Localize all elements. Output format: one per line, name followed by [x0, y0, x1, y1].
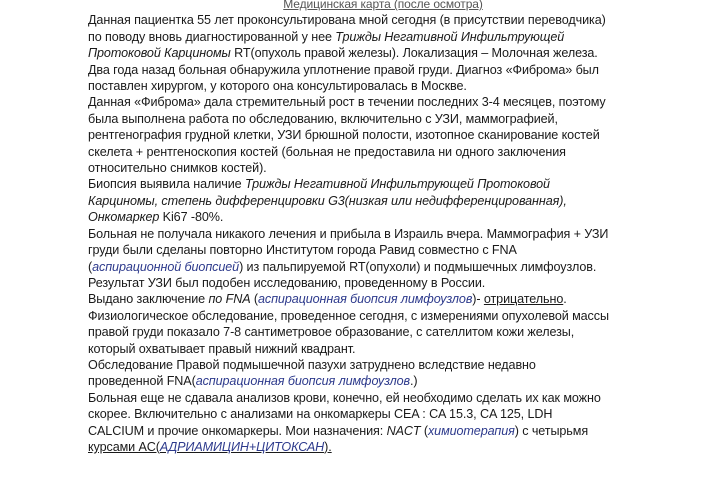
text-line: который охватывает правый нижний квадрант.	[88, 341, 356, 356]
text-span: .)	[409, 374, 418, 389]
translation-note: аспирационная биопсия лимфоузлов	[258, 292, 473, 307]
paragraph-diagnosis	[88, 12, 678, 94]
text-line	[88, 423, 678, 439]
text-line: относительно снимков костей).	[88, 161, 267, 176]
paragraph-examination	[88, 94, 678, 176]
text-line: Данная пациентка 55 лет проконсультирована мной сегодня (в присутствии переводчика)	[88, 13, 606, 28]
text-line: Больная еще не сдавала анализов крови, конечно, ей необходимо сделать их как можно	[88, 390, 601, 405]
paragraph-plan	[88, 390, 678, 456]
text-line	[88, 45, 678, 61]
text-line: груди были сделаны повторно Институтом города Равид совместно с FNA	[88, 243, 517, 258]
text-line: Карциномы, степень дифференцировки G3(низкая или недифференцированная),	[88, 193, 567, 208]
text-span: RT(опухоль правой железы). Локализация – Молочная железа.	[230, 46, 598, 61]
text-line	[88, 209, 678, 225]
text-span: .	[563, 292, 567, 307]
text-line	[88, 373, 678, 389]
paragraph-israel	[88, 226, 678, 357]
text-line: была выполнена работа по обследованию, включительно с УЗИ, маммографией,	[88, 111, 558, 126]
diagnosis-term: по FNA	[208, 292, 251, 307]
text-line: Данная «Фиброма» дала стремительный рост в течении последних 3-4 месяцев, поэтому	[88, 95, 606, 110]
translation-note: аспирационная биопсия лимфоузлов	[195, 374, 410, 389]
text-span: Ki67 -80%.	[159, 210, 224, 225]
text-line	[88, 259, 678, 275]
text-span: ) с четырьмя	[514, 423, 589, 438]
text-line	[88, 291, 678, 307]
result-negative: отрицательно	[483, 292, 564, 307]
text-span: ).	[324, 439, 332, 454]
diagnosis-term: Трижды Негативной Инфильтрующей	[335, 29, 565, 44]
text-span: по поводу вновь диагностированной у нее	[88, 29, 336, 44]
text-span: ) из пальпируемой RT(опухоли) и подмышечных лимфоузлов.	[239, 259, 597, 274]
paragraph-axilla	[88, 357, 678, 390]
text-span: (	[250, 292, 258, 307]
text-span: Биопсия выявила наличие	[88, 177, 245, 192]
marker-term: Онкомаркер	[88, 210, 160, 225]
text-span: CALCIUM и прочие онкомаркеры. Мои назначения:	[88, 423, 387, 438]
treatment-term: NACT	[386, 423, 421, 438]
translation-note: АДРИАМИЦИН+ЦИТОКСАН	[159, 439, 325, 454]
text-line: Результат УЗИ был подобен исследованию, проведенному в России.	[88, 275, 486, 290]
text-span: проведенной FNA(	[88, 374, 196, 389]
text-span: курсами AC(	[88, 439, 160, 454]
text-line	[88, 176, 678, 192]
text-span: )-	[472, 292, 484, 307]
text-span: (	[420, 423, 428, 438]
text-line: правой груди показало 7-8 сантиметровое образование, с сателлитом кожи железы,	[88, 325, 575, 340]
text-line: скорее. Включительно с анализами на онкомаркеры CEA : CA 15.3, CA 125, LDH	[88, 407, 553, 422]
text-line: Физиологическое обследование, проведенное сегодня, с измерениями опухолевой массы	[88, 308, 609, 323]
text-line: Больная не получала никакого лечения и прибыла в Израиль вчера. Маммография + УЗИ	[88, 226, 609, 241]
text-line: Два года назад больная обнаружила уплотнение правой груди. Диагноз «Фиброма» был	[88, 62, 599, 77]
document-body	[88, 0, 678, 455]
document-heading: Медицинская карта (после осмотра)	[283, 0, 483, 11]
text-span: Выдано заключение	[88, 292, 209, 307]
text-line: поставлен хирургом, у которого она консультировалась в Москве.	[88, 79, 467, 94]
text-line: скелета + рентгеноскопия костей (больная не предоставила ни одного заключения	[88, 144, 566, 159]
diagnosis-term: Протоковой Карциномы	[88, 46, 231, 61]
diagnosis-term: Трижды Негативной Инфильтрующей Протоковой	[244, 177, 550, 192]
paragraph-biopsy	[88, 176, 678, 225]
text-line	[88, 439, 678, 455]
text-span: (	[88, 259, 93, 274]
translation-note: химиотерапия	[427, 423, 515, 438]
translation-note: аспирационной биопсией	[92, 259, 240, 274]
text-line	[88, 29, 678, 45]
text-line: Обследование Правой подмышечной пазухи затруднено вследствие недавно	[88, 357, 536, 372]
text-line: рентгенография грудной клетки, УЗИ брюшной полости, изотопное сканирование костей	[88, 128, 600, 143]
